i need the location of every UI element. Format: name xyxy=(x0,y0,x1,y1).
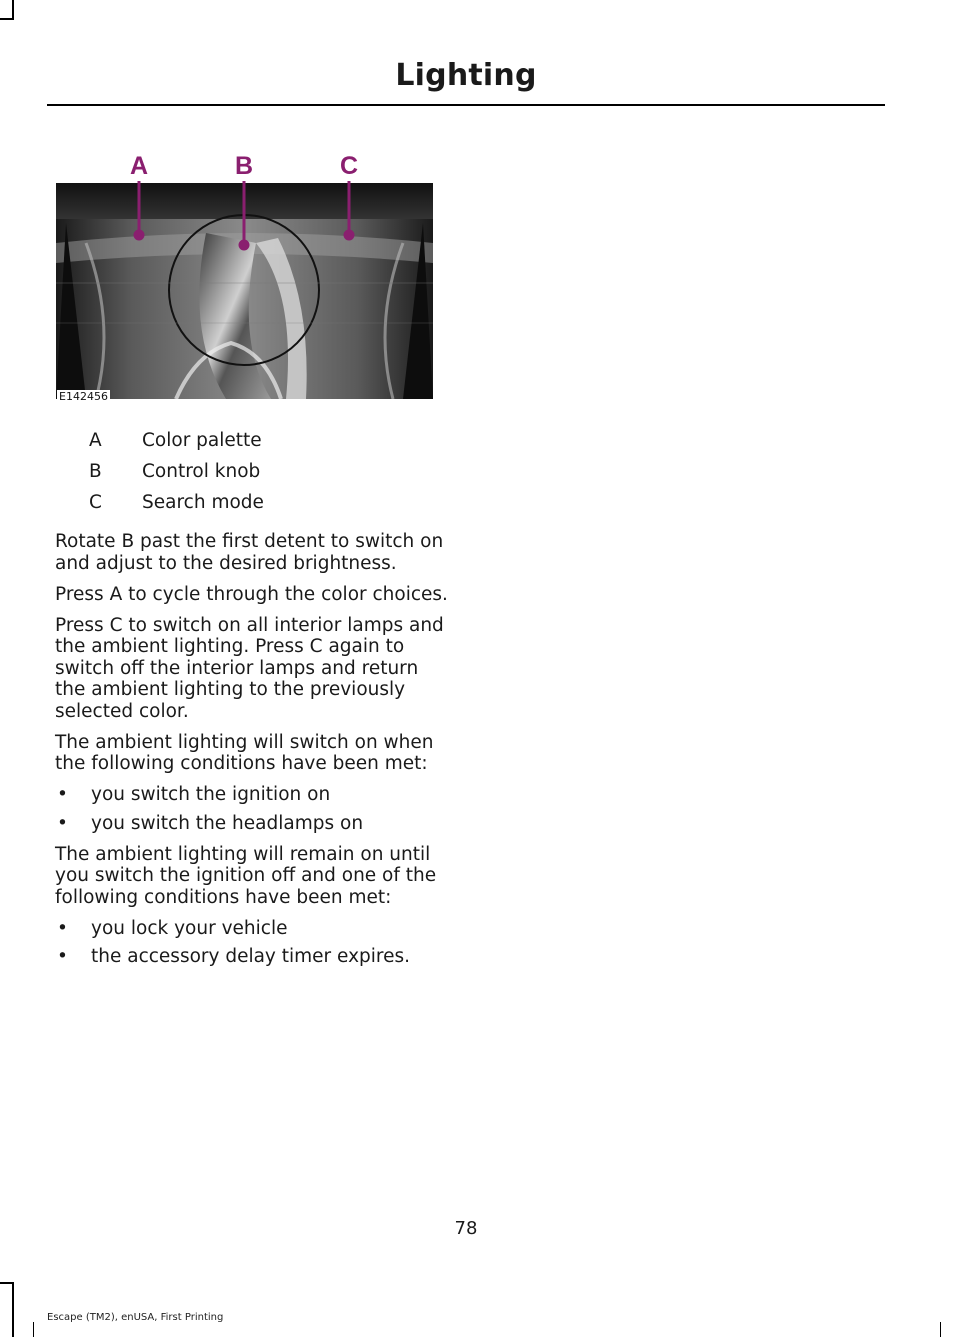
callout-b: B xyxy=(234,152,254,180)
legend-label: Search mode xyxy=(142,492,264,513)
legend-key: C xyxy=(89,492,102,513)
list-item-text: you switch the headlamps on xyxy=(91,812,364,834)
ambient-lighting-control-illustration xyxy=(56,183,433,399)
crop-mark xyxy=(0,18,14,20)
list-item-text: the accessory delay timer expires. xyxy=(91,946,411,967)
paragraph: Press C to switch on all interior lamps and the ambient lighting. Press C again to switch off the interior lamps and return the ambient lighting to the previously selected color. xyxy=(55,614,444,722)
header-divider xyxy=(47,104,885,106)
legend-item xyxy=(55,487,455,518)
figure-id: E142456 xyxy=(59,390,108,403)
paragraph: Rotate B past the first detent to switch on and adjust to the desired brightness. xyxy=(55,531,444,574)
legend-label: Control knob xyxy=(142,461,261,482)
page-number: 78 xyxy=(454,1218,478,1239)
body-text xyxy=(55,531,450,975)
page-title: Lighting xyxy=(395,58,537,93)
figure-legend xyxy=(55,425,455,518)
list-item xyxy=(55,784,450,806)
crop-mark xyxy=(12,1282,14,1337)
footer-text: Escape (TM2), enUSA, First Printing xyxy=(47,1312,224,1323)
list-item-text: you lock your vehicle xyxy=(91,917,288,939)
legend-item xyxy=(55,425,455,456)
crop-mark xyxy=(940,1322,941,1337)
callout-a: A xyxy=(129,152,149,180)
callout-c: C xyxy=(339,152,359,180)
list-item xyxy=(55,946,450,968)
legend-item xyxy=(55,456,455,487)
crop-mark xyxy=(0,1282,14,1284)
legend-label: Color palette xyxy=(142,430,262,451)
bullet-symbol: • xyxy=(57,812,68,834)
list-item xyxy=(55,813,450,835)
paragraph: The ambient lighting will switch on when the following conditions have been met: xyxy=(55,731,434,774)
crop-mark xyxy=(12,0,14,18)
bullet-symbol: • xyxy=(57,917,68,939)
bullet-symbol: • xyxy=(57,784,68,805)
paragraph: The ambient lighting will remain on until you switch the ignition off and one of the following conditions have been met: xyxy=(55,843,437,908)
crop-mark xyxy=(33,1322,34,1337)
bullet-symbol: • xyxy=(57,946,68,967)
paragraph: Press A to cycle through the color choices. xyxy=(55,583,448,605)
list-item-text: you switch the ignition on xyxy=(91,784,331,805)
legend-key: A xyxy=(89,430,102,451)
list-item xyxy=(55,918,450,940)
legend-key: B xyxy=(89,461,102,482)
